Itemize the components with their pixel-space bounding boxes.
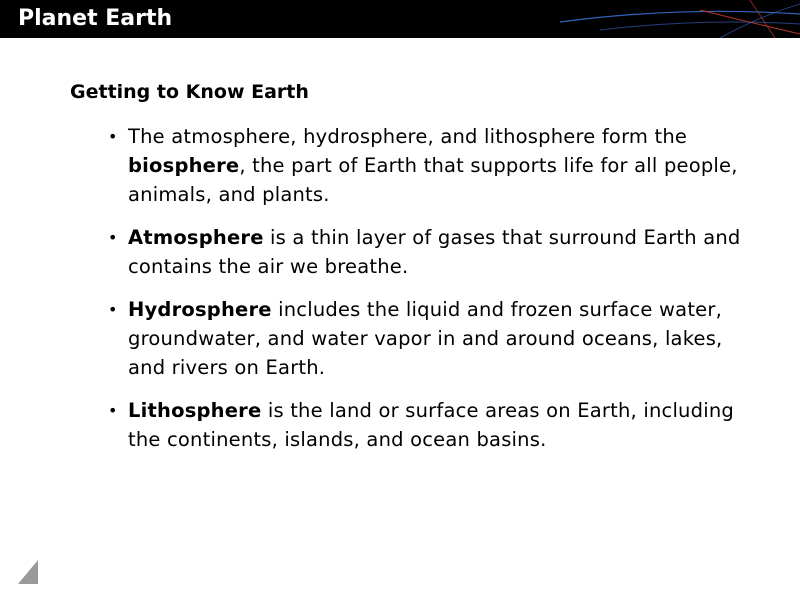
bullet-icon: • <box>108 228 118 247</box>
bullet-item <box>108 122 758 209</box>
bullet-text-pre: The atmosphere, hydrosphere, and lithosphere form the <box>128 125 688 148</box>
bullet-text-post: , the part of Earth that supports life for all people, animals, and plants. <box>128 154 738 206</box>
bullet-term: biosphere <box>128 154 240 177</box>
bullet-icon: • <box>108 300 118 319</box>
bullet-item <box>108 223 758 281</box>
bullet-icon: • <box>108 401 118 420</box>
bullet-term: Atmosphere <box>128 226 264 249</box>
bullet-text-post: is a thin layer of gases that surround Earth and contains the air we breathe. <box>128 226 741 278</box>
bullet-list <box>108 122 758 468</box>
slide-header-title: Planet Earth <box>18 6 173 31</box>
bullet-text-post: includes the liquid and frozen surface water, groundwater, and water vapor in and around oceans, lakes, and rivers on Earth. <box>128 298 723 379</box>
back-arrow-icon <box>18 560 38 584</box>
bullet-item <box>108 396 758 454</box>
back-button[interactable] <box>18 560 38 584</box>
slide-subtitle: Getting to Know Earth <box>70 81 309 103</box>
bullet-text-post: is the land or surface areas on Earth, including the continents, islands, and ocean basins. <box>128 399 734 451</box>
bullet-term: Hydrosphere <box>128 298 272 321</box>
bullet-icon: • <box>108 127 118 146</box>
slide-header <box>0 0 800 38</box>
bullet-item <box>108 295 758 382</box>
bullet-term: Lithosphere <box>128 399 262 422</box>
